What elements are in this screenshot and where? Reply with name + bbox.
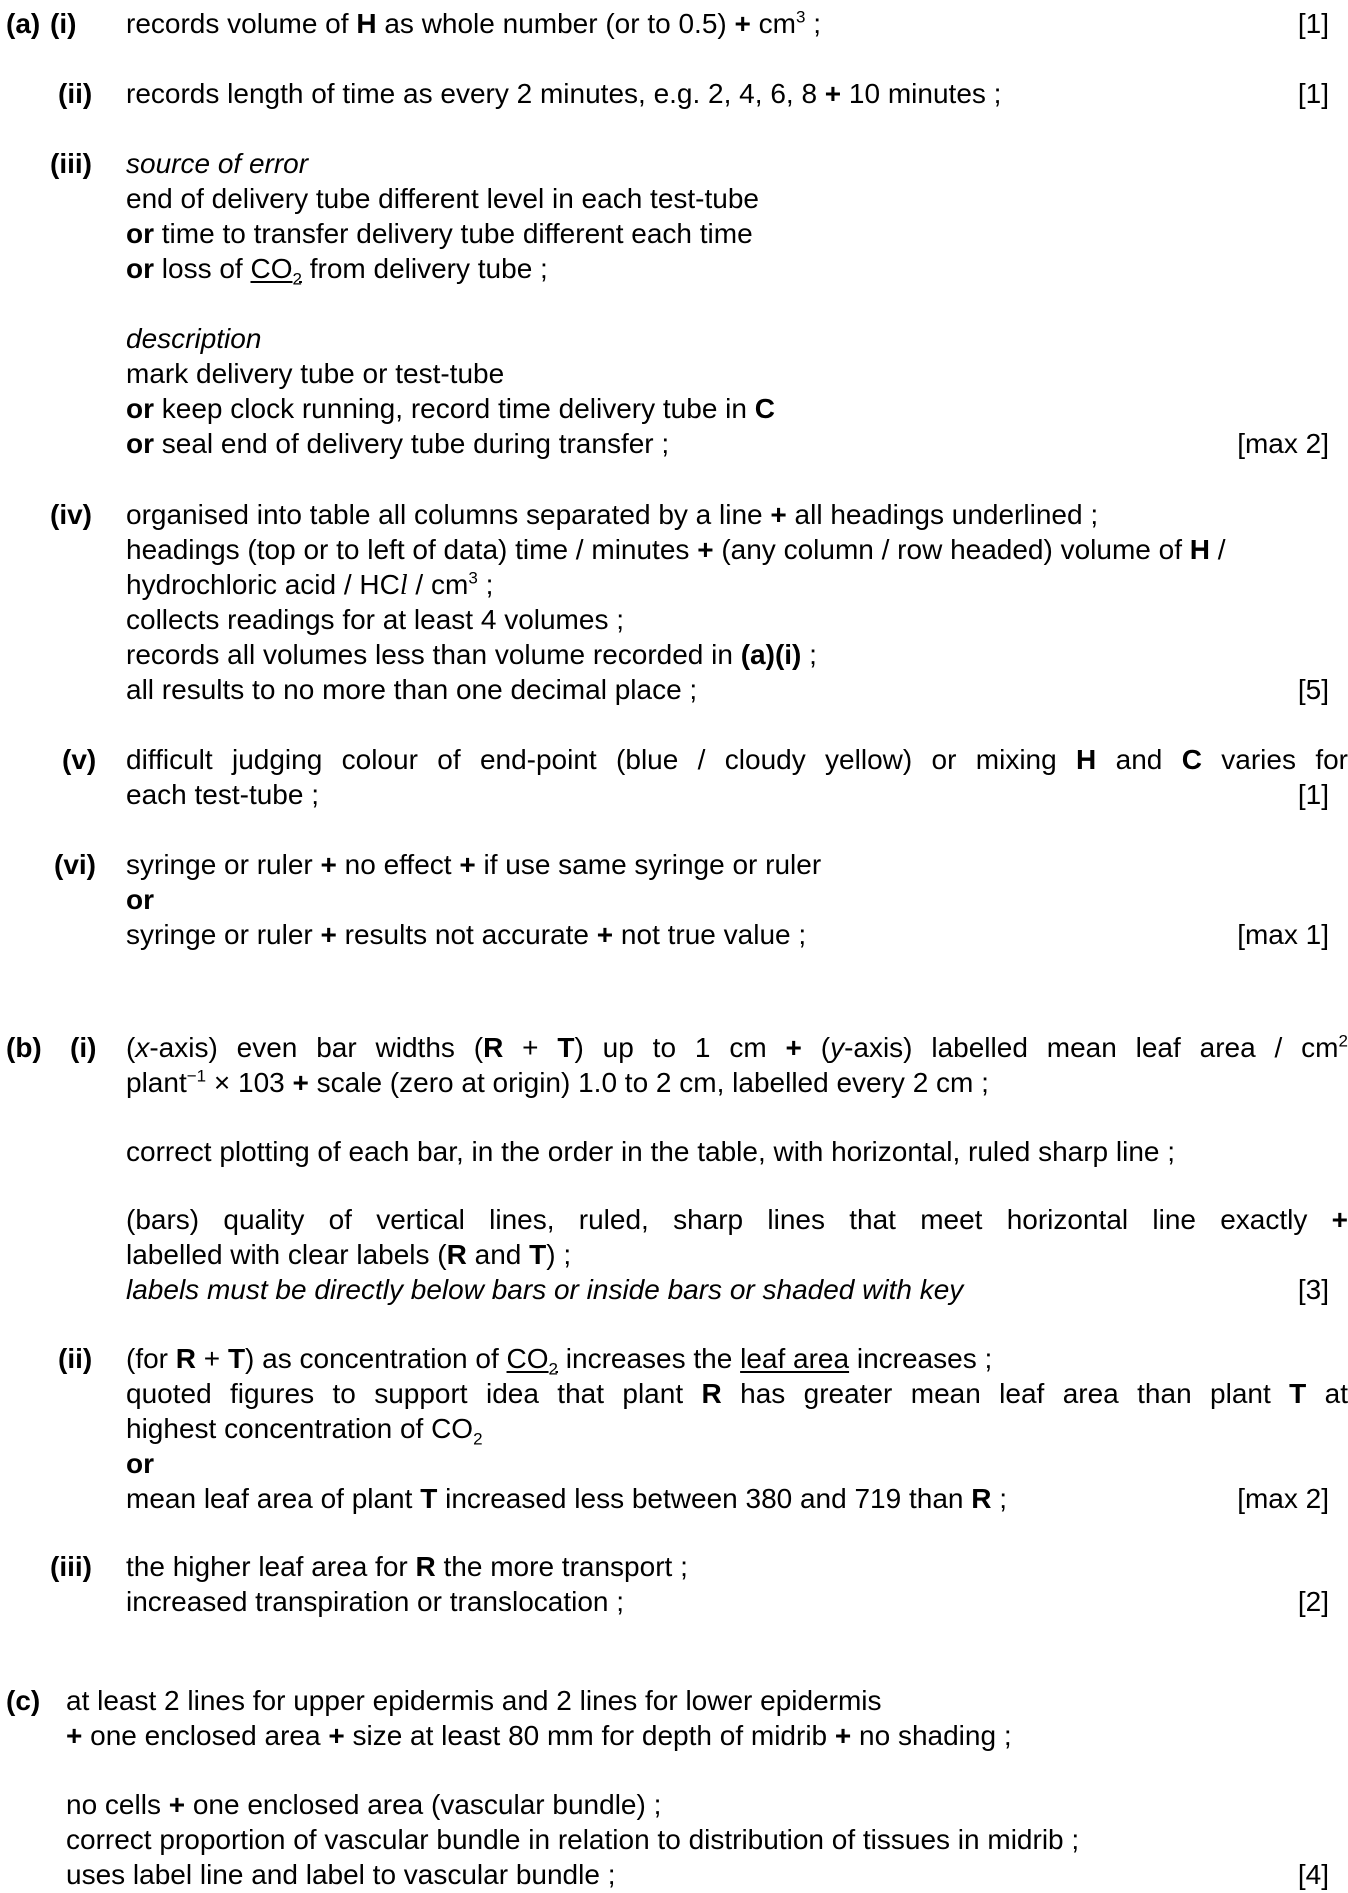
part-a-iv-mark: [5] xyxy=(1297,674,1329,705)
part-a-ii-line-1: records length of time as every 2 minutes, e.g. 2, 4, 6, 8 + 10 minutes ; xyxy=(126,78,1002,109)
part-a-i-mark: [1] xyxy=(1297,8,1329,39)
part-a-v-line-2: each test-tube ; xyxy=(126,779,320,810)
part-c-label: (c) xyxy=(6,1685,41,1716)
part-b-ii-line-5: mean leaf area of plant T increased less between 380 and 719 than R ; xyxy=(126,1483,1008,1514)
part-b-ii-or: or xyxy=(126,1448,154,1479)
part-b-i-label: (i) xyxy=(70,1032,97,1063)
part-a-v-mark: [1] xyxy=(1297,779,1329,810)
part-b-ii-line-1: (for R + T) as concentration of $CO_2$ increases the leaf area increases ; xyxy=(126,1343,993,1379)
part-a-vi-or: or xyxy=(126,884,154,915)
part-c-line-1: at least 2 lines for upper epidermis and 2 lines for lower epidermis xyxy=(66,1685,882,1716)
part-b-ii-mark: [max 2] xyxy=(1237,1483,1329,1514)
part-a-iii-line-5: or keep clock running, record time delivery tube in C xyxy=(126,393,775,424)
part-a-iv-line-1: organised into table all columns separated by a line + all headings underlined ; xyxy=(126,499,1099,530)
part-a-iv-label: (iv) xyxy=(50,499,92,530)
part-b-i-line-3: correct plotting of each bar, in the order in the table, with horizontal, ruled sharp line ; xyxy=(126,1136,1176,1167)
part-a-iii-heading-error: source of error xyxy=(126,148,309,179)
part-a-vi-mark: [max 1] xyxy=(1237,919,1329,950)
part-b-i-line-2: plant$^{-1}$ × 103 + scale (zero at origin) 1.0 to 2 cm, labelled every 2 cm ; xyxy=(126,1066,989,1098)
part-a-label: (a) xyxy=(6,8,41,39)
part-a-iv-line-5: records all volumes less than volume recorded in (a)(i) ; xyxy=(126,639,817,670)
part-a-iv-line-3: hydrochloric acid / HCl / $cm^3$ ; xyxy=(126,568,494,601)
part-b-iii-label: (iii) xyxy=(50,1551,92,1582)
part-a-i-label: (i) xyxy=(50,8,77,39)
part-a-iii-line-6: or seal end of delivery tube during transfer ; xyxy=(126,428,670,459)
part-a-vi-line-3: syringe or ruler + results not accurate + not true value ; xyxy=(126,919,807,950)
part-a-iii-line-1: end of delivery tube different level in each test-tube xyxy=(126,183,759,214)
part-b-iii-line-1: the higher leaf area for R the more transport ; xyxy=(126,1551,688,1582)
part-a-vi-line-1: syringe or ruler + no effect + if use same syringe or ruler xyxy=(126,849,822,880)
part-b-i-line-1: (x-axis) even bar widths (R + T) up to 1 cm + (y-axis) labelled mean leaf area / $cm^2$ xyxy=(126,1031,1348,1063)
part-a-i-line-1: records volume of H as whole number (or to $0.5) + cm^3$ ; xyxy=(126,7,822,39)
part-c-line-3: no cells + one enclosed area (vascular bundle) ; xyxy=(66,1789,662,1820)
part-c-mark: [4] xyxy=(1297,1859,1329,1890)
part-b-ii-label: (ii) xyxy=(58,1343,93,1374)
part-a-vi-label: (vi) xyxy=(54,849,96,880)
part-b-iii-mark: [2] xyxy=(1297,1586,1329,1617)
part-c-line-5: uses label line and label to vascular bundle ; xyxy=(66,1859,616,1890)
part-c-line-4: correct proportion of vascular bundle in relation to distribution of tissues in midrib ; xyxy=(66,1824,1080,1855)
part-a-iv-line-4: collects readings for at least 4 volumes ; xyxy=(126,604,625,635)
part-b-ii-line-2: quoted figures to support idea that plant R has greater mean leaf area than plant T at xyxy=(126,1378,1348,1409)
part-a-v-label: (v) xyxy=(62,744,97,775)
part-a-iii-line-3: or loss of $CO_2$ from delivery tube ; xyxy=(126,253,548,289)
part-a-iii-line-2: or time to transfer delivery tube different each time xyxy=(126,218,753,249)
part-a-v-line-1: difficult judging colour of end-point (blue / cloudy yellow) or mixing H and C varies for xyxy=(126,744,1348,775)
part-b-i-line-4: (bars) quality of vertical lines, ruled, sharp lines that meet horizontal line exactly + xyxy=(126,1204,1348,1235)
part-b-i-line-5: labelled with clear labels (R and T) ; xyxy=(126,1239,572,1270)
part-a-ii-label: (ii) xyxy=(58,78,93,109)
part-a-iv-line-2: headings (top or to left of data) time / minutes + (any column / row headed) volume of H / xyxy=(126,534,1226,565)
part-b-iii-line-2: increased transpiration or translocation ; xyxy=(126,1586,625,1617)
part-a-ii-mark: [1] xyxy=(1297,78,1329,109)
part-a-iii-line-4: mark delivery tube or test-tube xyxy=(126,358,505,389)
part-a-iii-label: (iii) xyxy=(50,148,92,179)
part-a-iii-heading-description: description xyxy=(126,323,262,354)
part-b-i-line-6: labels must be directly below bars or inside bars or shaded with key xyxy=(126,1274,964,1305)
part-b-i-mark: [3] xyxy=(1297,1274,1329,1305)
part-c-line-2: + one enclosed area + size at least 80 mm for depth of midrib + no shading ; xyxy=(66,1720,1012,1751)
part-b-label: (b) xyxy=(6,1032,42,1063)
part-a-iii-mark: [max 2] xyxy=(1237,428,1329,459)
part-a-iv-line-6: all results to no more than one decimal place ; xyxy=(126,674,698,705)
part-b-ii-line-3: highest concentration of $CO_2$ xyxy=(126,1413,483,1449)
